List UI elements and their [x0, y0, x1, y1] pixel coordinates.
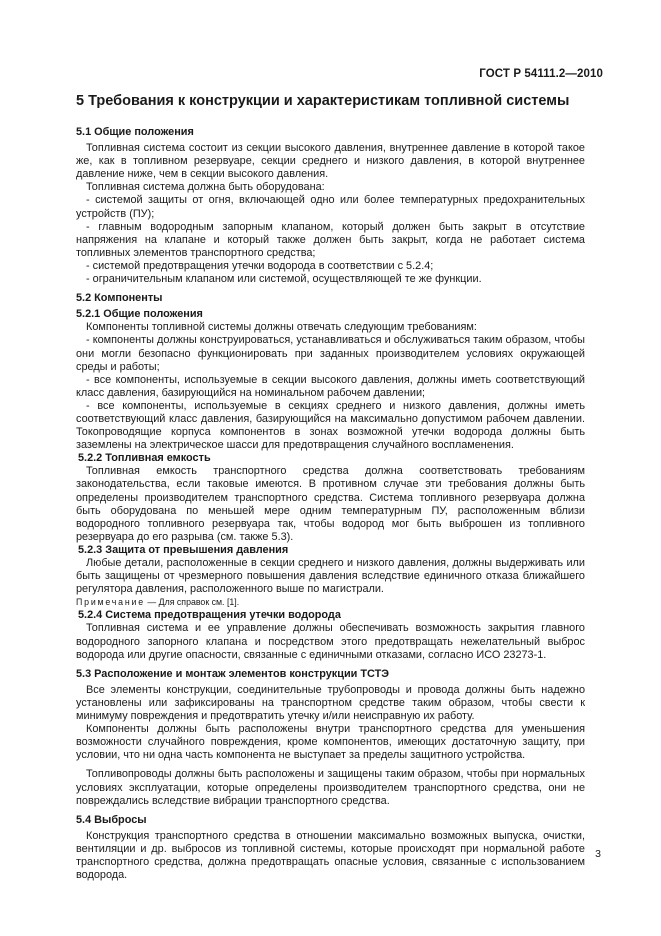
- heading-5-2-3: 5.2.3 Защита от превышения давления: [78, 543, 289, 556]
- heading-5-2-2: 5.2.2 Топливная емкость: [78, 452, 211, 465]
- paragraph: Топливная система состоит из секции высокого давления, внутреннее давление в которой такое же, как в топливном резервуаре, секции среднего и низкого давления, в которой внутреннее давление ниже, чем в секции высокого давления.: [76, 142, 585, 181]
- note-text: — Для справок см. [1].: [144, 597, 240, 608]
- list-item: - ограничительным клапаном или системой, осуществляющей те же функции.: [86, 273, 482, 286]
- note-label: Примечание: [76, 597, 145, 608]
- paragraph: Все элементы конструкции, соединительные трубопроводы и провода должны быть надежно установлены или зафиксированы на транспортном средстве таким образом, чтобы свести к минимуму повреждения и предотвратить утечку и/или неисправную их работу.: [76, 683, 585, 723]
- list-item: - главным водородным запорным клапаном, который должен быть закрыт в отсутствие напряжения на клапане и который также должен быть закрыт, когда не работает система топливных элементов транспортного средства;: [76, 220, 585, 259]
- list-item: - все компоненты, используемые в секциях среднего и низкого давления, должны иметь соответствующий класс давления, базирующийся на максимально допустимом рабочем давлении. Токопроводящие корпуса компонентов в зонах возможной утечки водорода должны быть заземлены на электрическое шасси для предотвращения случайного воспламенения.: [76, 399, 585, 452]
- paragraph: Топливная система и ее управление должны обеспечивать возможность закрытия главного водородного запорного клапана и посредством этого предотвращать нежелательный выброс водорода или другие опасности, связанные с единичными отказами, согласно ИСО 23273-1.: [76, 622, 585, 661]
- heading-5-1: 5.1 Общие положения: [76, 126, 194, 138]
- heading-5-2-1: 5.2.1 Общие положения: [76, 308, 203, 321]
- paragraph: Компоненты должны быть расположены внутри транспортного средства для уменьшения возможности случайного повреждения, кроме компонентов, имеющих достаточную защиту, при условии, что ни одна часть компонента не выступает за пределы защитного устройства.: [76, 723, 585, 762]
- document-body: [76, 126, 585, 882]
- heading-5-2-4: 5.2.4 Система предотвращения утечки водорода: [78, 609, 341, 622]
- heading-5-2: 5.2 Компоненты: [76, 292, 163, 305]
- paragraph: Любые детали, расположенные в секции среднего и низкого давления, должны выдерживать или быть защищены от чрезмерного повышения давления вследствие единичного отказа ближайшего регулятора давления, расположенного выше по магистрали.: [76, 557, 585, 596]
- heading-5-3: 5.3 Расположение и монтаж элементов конструкции ТСТЭ: [76, 667, 390, 680]
- paragraph: Топливная система должна быть оборудована:: [86, 181, 325, 194]
- paragraph: Топливопроводы должны быть расположены и защищены таким образом, чтобы при нормальных условиях эксплуатации, которые определены производителем транспортного средства, они не повреждались вследствие вибрации транспортного средства.: [76, 768, 585, 807]
- list-item: - все компоненты, используемые в секции высокого давления, должны иметь соответствующий класс давления, базирующийся на номинальном рабочем давлении;: [76, 373, 585, 399]
- paragraph: Компоненты топливной системы должны отвечать следующим требованиям:: [86, 321, 477, 334]
- page-number: 3: [595, 848, 601, 860]
- list-item: - системой защиты от огня, включающей одно или более температурных предохранительных устройств (ПУ);: [76, 194, 585, 220]
- document-id-header: ГОСТ Р 54111.2—2010: [479, 68, 603, 80]
- list-item: - системой предотвращения утечки водорода в соответствии с 5.2.4;: [86, 259, 434, 272]
- paragraph: Топливная емкость транспортного средства должна соответствовать требованиям законодательства, если таковые имеются. В противном случае эти требования должны быть определены производителем транспортного средства. Система топливного резервуара должна быть оборудована по меньшей мере одним температурным ПУ, расположенным вблизи водородного топливного резервуара так, чтобы водород мог быть выброшен из топливного резервуара до его разрыва (см. также 5.3).: [76, 465, 585, 543]
- note: [76, 596, 585, 609]
- section-title: 5 Требования к конструкции и характеристикам топливной системы: [76, 93, 570, 109]
- heading-5-4: 5.4 Выбросы: [76, 813, 147, 826]
- paragraph: Конструкция транспортного средства в отношении максимально возможных выпуска, очистки, вентиляции и др. выбросов из топливной системы, которые происходят при нормальной работе транспортного средства, должна предотвращать опасные условия, связанные с использованием водорода.: [76, 829, 585, 882]
- list-item: - компоненты должны конструироваться, устанавливаться и обслуживаться таким образом, чтобы они могли безопасно функционировать при заданных производителем условиях окружающей среды и работы;: [76, 334, 585, 373]
